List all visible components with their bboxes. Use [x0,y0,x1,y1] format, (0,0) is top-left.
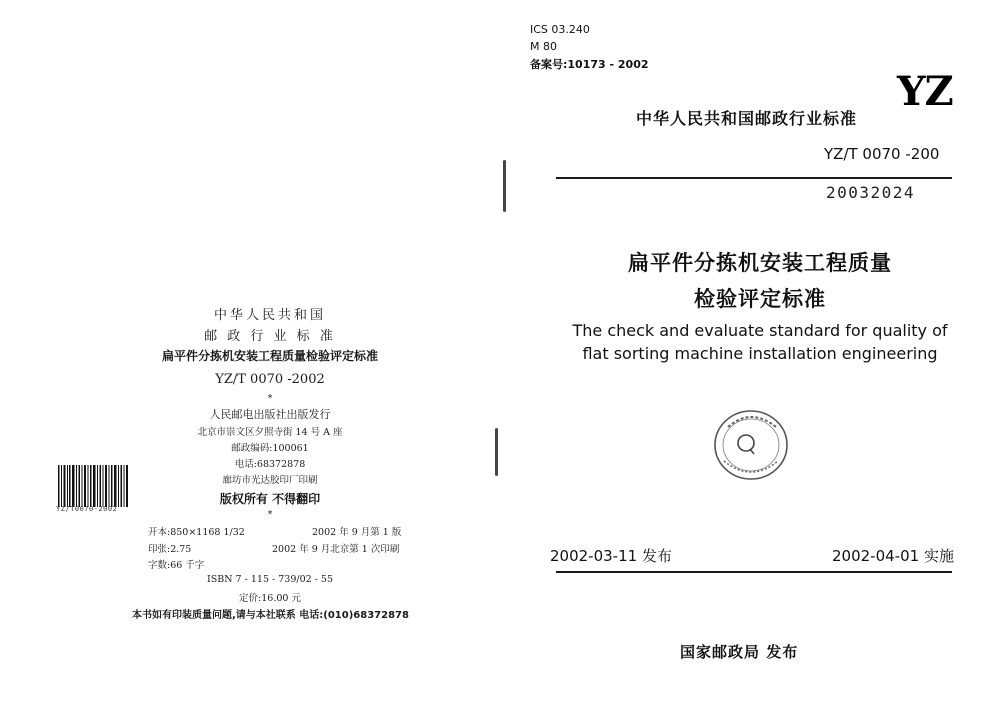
barcode-number: YZ/T0070-2002 [56,505,118,513]
colophon-industry-standard: 邮 政 行 业 标 准 [204,329,336,344]
standard-code: YZ/T 0070 -200 [824,145,940,163]
colophon-format: 开本:850×1168 1/32 [148,527,245,538]
yz-logo: YZ [897,68,953,115]
issue-date: 2002-03-11 发布 [550,547,672,565]
colophon-address: 北京市崇文区夕照寺街 14 号 A 座 [197,427,343,438]
barcode-image [58,465,128,507]
title-en-line-2: flat sorting machine installation engineering [582,344,938,363]
industry-standard-heading: 中华人民共和国邮政行业标准 [636,109,858,128]
colophon-publisher: 人民邮电出版社出版发行 [209,408,331,421]
colophon-asterisk: * [267,393,273,404]
colophon-isbn: ISBN 7 - 115 - 739/02 - 55 [206,574,333,585]
colophon-sheets: 印张:2.75 [148,544,192,555]
title-cn-line-1: 扁平件分拣机安装工程质量 [628,251,892,275]
colophon-price: 定价:16.00 元 [239,593,301,604]
ics-code: ICS 03.240 [530,23,590,36]
colophon-asterisk-2: * [267,509,273,520]
colophon-printer: 廊坊市光达胶印厂印刷 [222,475,318,486]
issuer: 国家邮政局 发布 [680,643,799,661]
stamped-number: 20032024 [826,183,916,202]
colophon-country: 中华人民共和国 [213,308,326,323]
colophon-code: YZ/T 0070 -2002 [215,372,325,387]
footer-rule [556,571,952,573]
title-en-line-1: The check and evaluate standard for quality of [572,321,948,340]
colophon-phone: 电话:68372878 [234,459,306,470]
m-code: M 80 [530,40,557,53]
title-cn-line-2: 检验评定标准 [694,287,826,311]
binding-edge-mark [503,160,506,212]
effective-date: 2002-04-01 实施 [832,547,954,565]
record-number: 备案号:10173 - 2002 [530,58,649,71]
colophon-notice: 本书如有印装质量问题,请与本社联系 电话:(010)68372878 [132,610,409,621]
colophon-copyright: 版权所有 不得翻印 [219,492,321,506]
colophon-word-count: 字数:66 千字 [148,560,205,571]
colophon-printing: 2002 年 9 月北京第 1 次印刷 [272,544,400,555]
library-seal-stamp [706,405,796,485]
binding-edge-mark [495,428,498,476]
header-rule [556,177,952,179]
colophon-postcode: 邮政编码:100061 [231,443,309,454]
colophon-edition: 2002 年 9 月第 1 版 [312,527,402,538]
colophon-title: 扁平件分拣机安装工程质量检验评定标准 [161,349,378,363]
